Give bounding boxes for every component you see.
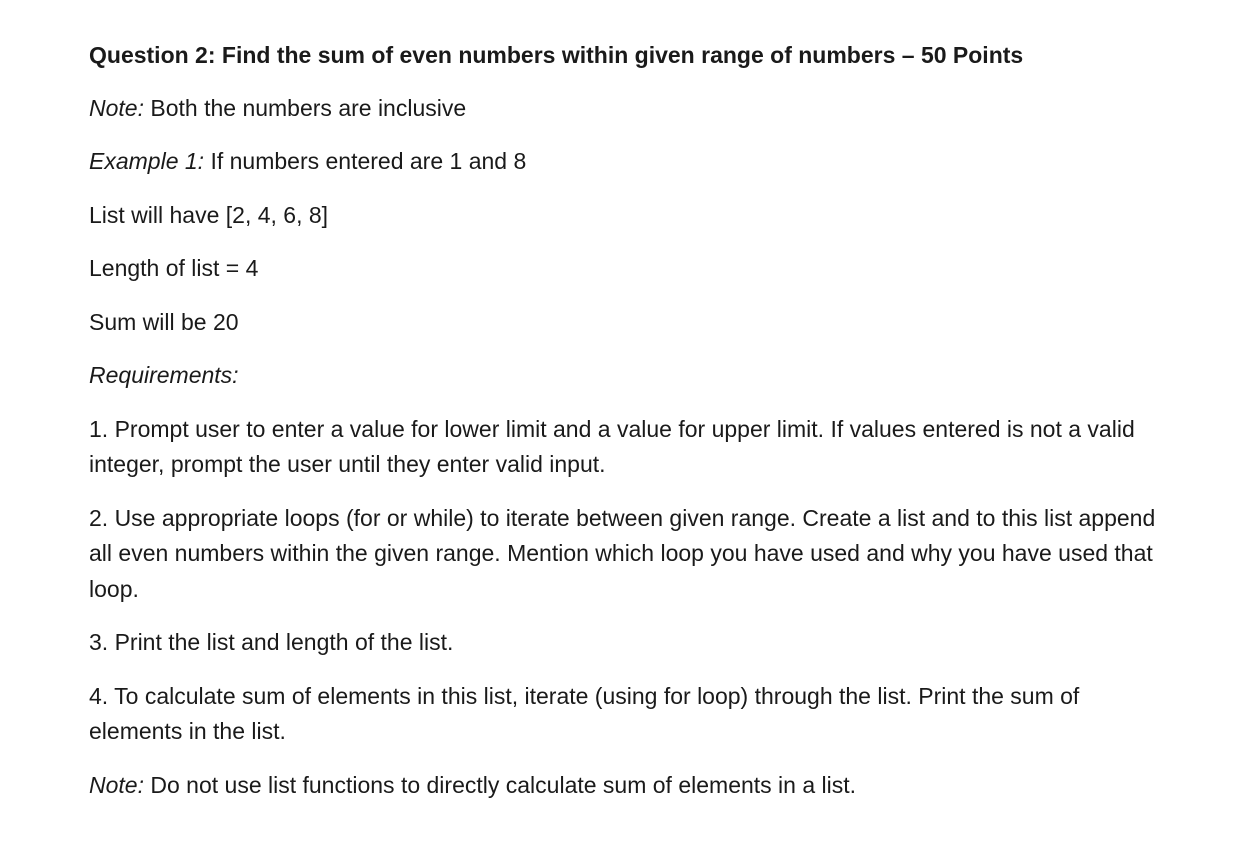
example-line xyxy=(89,144,1169,180)
note-text: Do not use list functions to directly calculate sum of elements in a list. xyxy=(143,771,857,798)
note-inclusive xyxy=(89,91,1169,127)
sum-line: Sum will be 20 xyxy=(89,308,239,335)
example-label: Example 1: xyxy=(89,148,205,174)
requirement-3: 3. Print the list and length of the list. xyxy=(89,629,454,655)
requirement-2: 2. Use appropriate loops (for or while) to iterate between given range. Create a list and to this list append all even numbers within the given range. Mention which loop you have used and why you have used that loop. xyxy=(89,504,1156,602)
note-no-list-functions xyxy=(89,768,1169,804)
requirement-1: 1. Prompt user to enter a value for lower limit and a value for upper limit. If values entered is not a valid integer, prompt the user until they enter valid input. xyxy=(89,415,1135,477)
question-title: Question 2: Find the sum of even numbers within given range of numbers – 50 Points xyxy=(89,42,1024,68)
length-line: Length of list = 4 xyxy=(89,255,259,281)
list-line: List will have [2, 4, 6, 8] xyxy=(89,201,329,228)
note-label: Note: xyxy=(89,771,144,798)
requirements-heading: Requirements: xyxy=(89,362,239,388)
example-text: If numbers entered are 1 and 8 xyxy=(204,148,527,174)
document-body xyxy=(89,38,1169,821)
note-label: Note: xyxy=(89,94,144,121)
note-text: Both the numbers are inclusive xyxy=(143,94,467,121)
requirement-4: 4. To calculate sum of elements in this list, iterate (using for loop) through the list. Print the sum of elements in the list. xyxy=(89,682,1080,744)
